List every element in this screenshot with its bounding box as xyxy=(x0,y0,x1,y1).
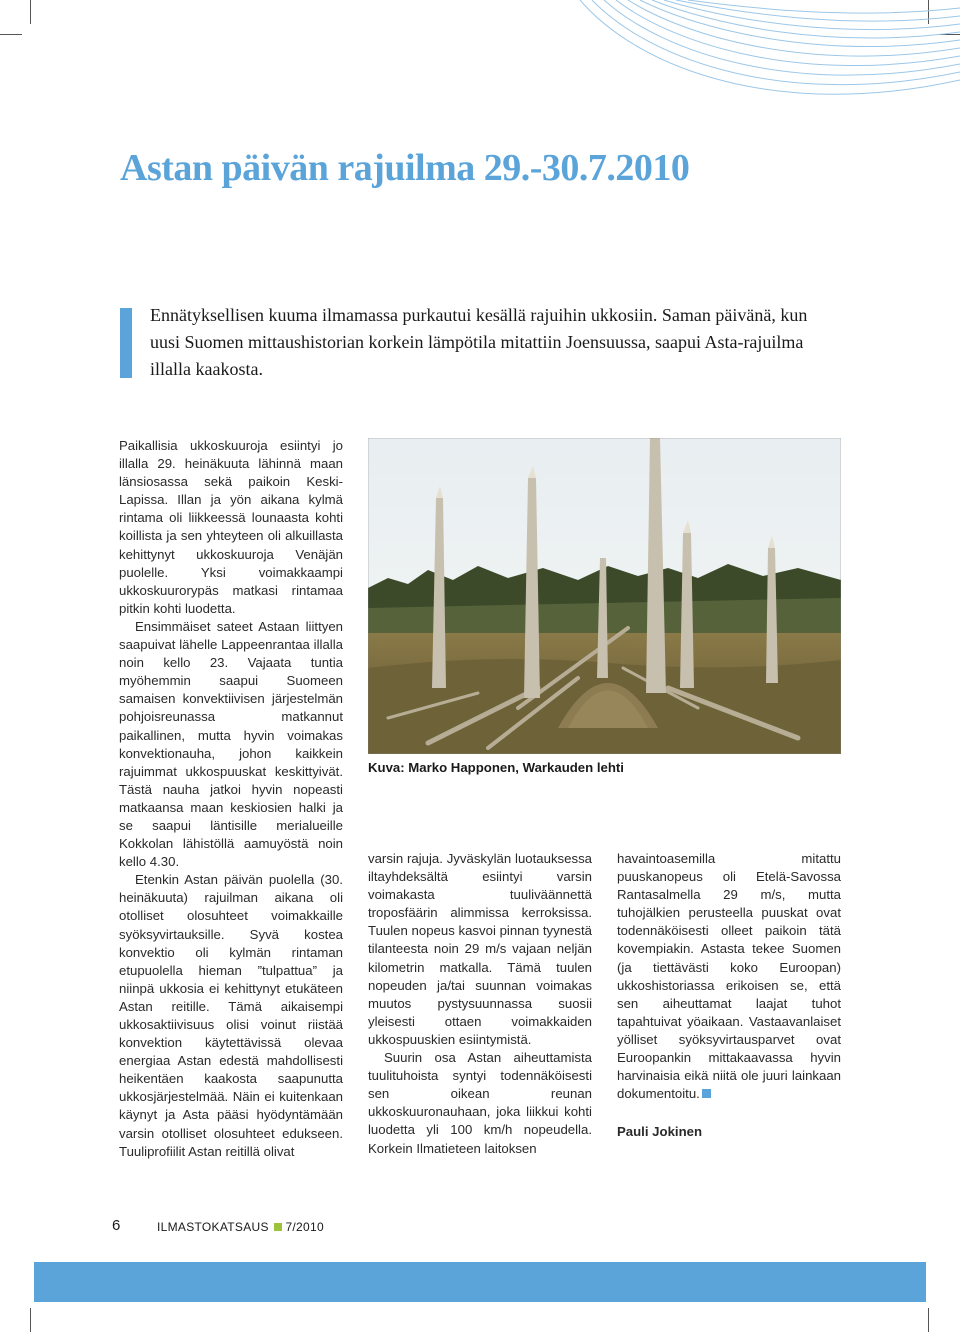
crop-mark xyxy=(30,1308,31,1332)
crop-mark xyxy=(0,34,22,35)
issue-number: 7/2010 xyxy=(285,1220,324,1234)
paragraph: Ensimmäiset sateet Astaan liittyen saapuivat lähelle Lappeenrantaa illalla noin kello 23. Vajaata tuntia myöhemmin saapui Suomeen samaisen konvektiivisen järjestelmän pohjoisreunassa matkannut paikallinen, mutta hyvin voimakas konvektionauha, johon kaikkein rajuimmat ukkospuuskat keskittyivät. Tästä nauha jatkoi hyvin nopeasti matkaansa maan keskiosien halki ja se saapui läntisille merialueille Kokkolan lähistöllä aamuyöstä noin kello 4.30. xyxy=(119,618,343,870)
paragraph xyxy=(617,850,841,1103)
crop-mark xyxy=(30,0,31,24)
text-column-2 xyxy=(368,850,592,1158)
text-column-1 xyxy=(119,437,343,1161)
lead-paragraph: Ennätyksellisen kuuma ilmamassa purkautui kesällä rajuihin ukkosiin. Saman päivänä, kun uusi Suomen mittaushistorian korkein lämpötila mitattiin Joensuussa, saapui Asta-rajuilma illalla kaakosta. xyxy=(150,305,808,379)
bottom-color-band xyxy=(34,1262,926,1302)
paragraph: Paikallisia ukkoskuuroja esiintyi jo illalla 29. heinäkuuta lähinnä maan länsiosassa sekä paikoin Keski-Lapissa. Illan ja yön aikana kylmä rintama oli liikkeessä lounaasta kohti koillista ja sen yhteyteen oli alkuillasta kehittynyt ukkoskuuroja Venäjän puolelle. Yksi voimakkaampi ukkoskuurorypäs matkasi rintamaa pitkin kohti luodetta. xyxy=(119,438,343,616)
paragraph-text: havaintoasemilla mitattu puuskanopeus oli Etelä-Savossa Rantasalmella 29 m/s, mutta tuhojälkien perusteella puuskat ovat todennäköisesti olleet paikoin tätä kovempiakin. Astasta tekee Suomen (ja tiettävästi koko Euroopan) ukkoshistoriassa erikoisen se, että sen aiheuttamat laajat tuhot tapahtuivat yöaikaan. Vastaavanlaiset yölliset syöksyvirtausparvet ovat Euroopankin mittakaavassa hyvin harvinaisia eikä niitä ole juuri lainkaan dokumentoitu. xyxy=(617,851,841,1102)
end-square-icon xyxy=(702,1089,711,1098)
crop-mark xyxy=(928,1308,929,1332)
magazine-name: ILMASTOKATSAUS xyxy=(157,1220,269,1234)
author-name: Pauli Jokinen xyxy=(617,1124,703,1140)
lead-accent-bar xyxy=(120,308,132,378)
photo-storm-damaged-trees xyxy=(368,438,841,754)
decorative-arcs xyxy=(560,0,960,160)
paragraph: Etenkin Astan päivän puolella (30. heinäkuuta) rajuilman aikana oli otolliset olosuhteet voimakkaille syöksyvirtauksille. Syvä kostea konvektio oli kylmän rintaman etupuolella hieman ”tulpattua” ja niinpä ukkosia ei kehittynyt etukäteen Astan reitille. Tämä aikaisempi ukkosaktiivisuus olisi voinut riistää konvektion käytettävissä olevaa energiaa Astan edestä mahdollisesti heikentäen kaakosta saapunutta ukkosjärjestelmää. Näin ei kuitenkaan käynyt ja Asta pääsi hyödyntämään varsin otolliset olosuhteet edukseen. Tuuliprofiilit Astan reitillä olivat xyxy=(119,872,343,1159)
paragraph: varsin rajuja. Jyväskylän luotauksessa iltayhdeksältä esiintyi varsin voimakasta tuuliväännettä troposfäärin alimmissa kerroksissa. Tuulen nopeus kasvoi pinnan tyynestä tilanteesta noin 29 m/s vajaan neljän kilometrin matkalla. Tämä tuulen nopeuden ja/tai suunnan voimakas muutos pystysuunnassa suosii yleisesti ottaen voimakkaiden ukkospuuskien esiintymistä. xyxy=(368,851,592,1047)
footer-square-icon xyxy=(274,1223,282,1231)
page-number: 6 xyxy=(112,1217,121,1234)
footer-magazine xyxy=(157,1220,324,1234)
text-column-3 xyxy=(617,850,841,1141)
article-title: Astan päivän rajuilma 29.-30.7.2010 xyxy=(120,147,690,189)
paragraph: Suurin osa Astan aiheuttamista tuulituhoista syntyi todennäköisesti sen oikean reunan ukkoskuuronauhaan, joka liikkui kohti luodetta yli 100 km/h nopeudella. Korkein Ilmatieteen laitoksen xyxy=(368,1050,592,1156)
photo-caption: Kuva: Marko Happonen, Warkauden lehti xyxy=(368,760,624,775)
